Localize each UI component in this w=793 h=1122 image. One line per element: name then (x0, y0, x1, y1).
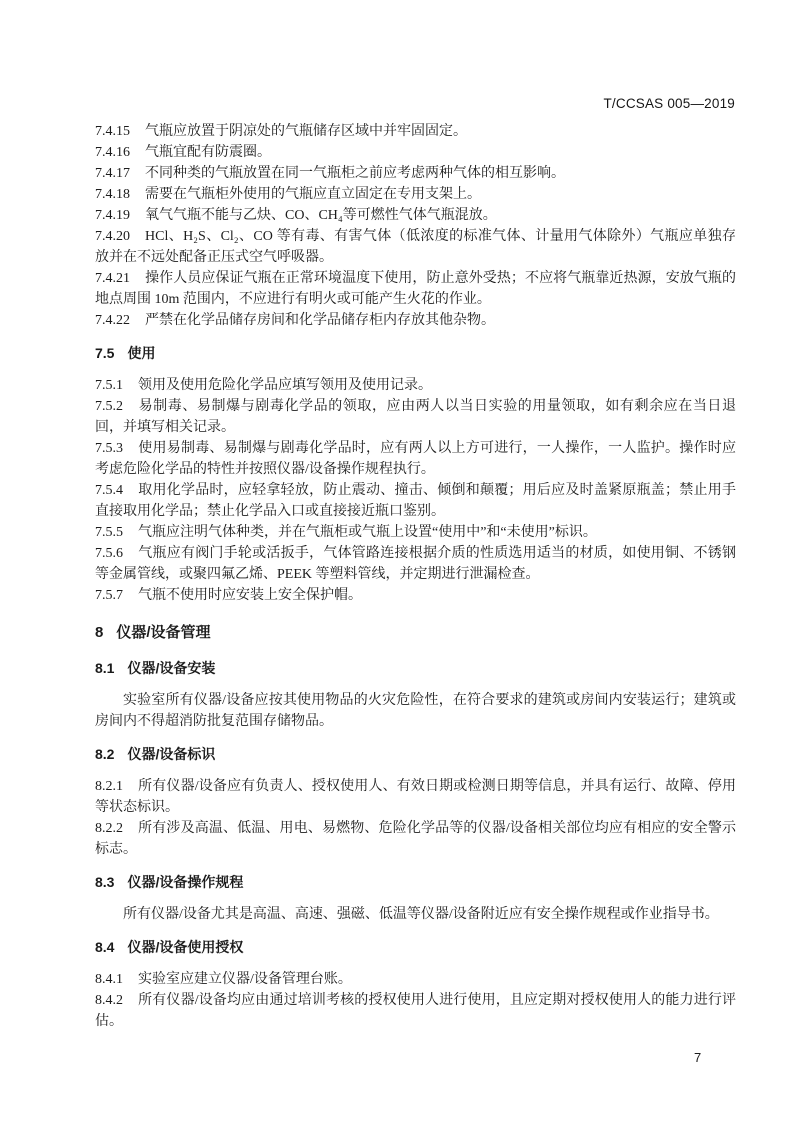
clause-7.5.3 (95, 438, 736, 480)
clause-number: 7.5.2 (95, 399, 123, 414)
clause-8.2.1 (95, 776, 736, 818)
clause-text: 所有仪器/设备均应由通过培训考核的授权使用人进行使用，且应定期对授权使用人的能力进行评估。 (95, 993, 736, 1029)
clause-number: 7.5.6 (95, 546, 123, 561)
clause-7.5.1 (95, 375, 736, 396)
heading-text: 使用 (127, 345, 156, 361)
heading-text: 仪器/设备安装 (127, 660, 216, 676)
clause-8.4.2 (95, 990, 736, 1032)
clause-8.4.1 (95, 969, 736, 990)
heading-8.1 (95, 658, 736, 679)
clause-number: 7.5.1 (95, 378, 123, 393)
paragraph: 实验室所有仪器/设备应按其使用物品的火灾危险性，在符合要求的建筑或房间内安装运行；建筑或房间内不得超消防批复范围存储物品。 (95, 693, 736, 729)
clause-number: 7.4.17 (95, 166, 130, 181)
clause-7.4.16 (95, 142, 736, 163)
clause-text: 氧气气瓶不能与乙炔、CO、CH₄等可燃性气体气瓶混放。 (145, 208, 497, 223)
clause-7.4.18 (95, 184, 736, 205)
heading-8.4 (95, 937, 736, 958)
clause-text: 实验室应建立仪器/设备管理台账。 (138, 972, 352, 987)
clause-number: 8.4.1 (95, 972, 123, 987)
clause-number: 8.2.2 (95, 821, 123, 836)
clause-7.4.19 (95, 205, 736, 226)
heading-8.2 (95, 744, 736, 765)
clause-number: 7.5.3 (95, 441, 123, 456)
clause-7.5.5 (95, 522, 736, 543)
clause-text: 操作人员应保证气瓶在正常环境温度下使用，防止意外受热；不应将气瓶靠近热源，安放气瓶的地点周围 10m 范围内，不应进行有明火或可能产生火花的作业。 (95, 271, 736, 307)
heading-8.3 (95, 872, 736, 893)
clause-text: 所有涉及高温、低温、用电、易燃物、危险化学品等的仪器/设备相关部位均应有相应的安全警示标志。 (95, 821, 736, 857)
clause-7.5.2 (95, 396, 736, 438)
heading-text: 仪器/设备使用授权 (127, 939, 244, 955)
clause-text: 气瓶应放置于阴凉处的气瓶储存区域中并牢固固定。 (145, 124, 467, 139)
page-number: 7 (694, 1050, 702, 1065)
clause-8.2.2 (95, 818, 736, 860)
clause-number: 7.5.5 (95, 525, 123, 540)
clause-7.4.20 (95, 226, 736, 268)
heading-number: 8.1 (95, 660, 115, 676)
heading-number: 7.5 (95, 345, 115, 361)
document-body (95, 121, 736, 1032)
clause-number: 7.4.20 (95, 229, 130, 244)
clause-7.4.17 (95, 163, 736, 184)
clause-text: 气瓶应有阀门手轮或活扳手，气体管路连接根据介质的性质选用适当的材质，如使用铜、不锈钢等金属管线，或聚四氟乙烯、PEEK 等塑料管线，并定期进行泄漏检查。 (95, 546, 736, 582)
clause-text: 气瓶宜配有防震圈。 (145, 145, 271, 160)
heading-text: 仪器/设备标识 (127, 746, 216, 762)
clause-number: 7.4.18 (95, 187, 130, 202)
heading-8 (95, 622, 736, 644)
clause-7.4.22 (95, 310, 736, 331)
clause-text: 易制毒、易制爆与剧毒化学品的领取，应由两人以当日实验的用量领取，如有剩余应在当日退回，并填写相关记录。 (95, 399, 736, 435)
heading-text: 仪器/设备操作规程 (127, 874, 244, 890)
clause-number: 7.5.7 (95, 588, 123, 603)
clause-number: 7.4.21 (95, 271, 130, 286)
clause-7.5.4 (95, 480, 736, 522)
standard-number-header: T/CCSAS 005—2019 (603, 96, 735, 111)
clause-text: 严禁在化学品储存房间和化学品储存柜内存放其他杂物。 (145, 313, 495, 328)
heading-7.5 (95, 343, 736, 364)
clause-text: 需要在气瓶柜外使用的气瓶应直立固定在专用支架上。 (145, 187, 481, 202)
clause-number: 7.4.19 (95, 208, 130, 223)
heading-number: 8.2 (95, 746, 115, 762)
clause-number: 8.4.2 (95, 993, 123, 1008)
clause-text: 取用化学品时，应轻拿轻放，防止震动、撞击、倾倒和颠覆；用后应及时盖紧原瓶盖；禁止用手直接取用化学品；禁止化学品入口或直接接近瓶口鉴别。 (95, 483, 736, 519)
clause-number: 7.5.4 (95, 483, 123, 498)
clause-text: 领用及使用危险化学品应填写领用及使用记录。 (138, 378, 432, 393)
clause-number: 7.4.22 (95, 313, 130, 328)
clause-number: 8.2.1 (95, 779, 123, 794)
heading-number: 8 (95, 624, 104, 641)
clause-number: 7.4.16 (95, 145, 130, 160)
clause-text: 气瓶不使用时应安装上安全保护帽。 (138, 588, 362, 603)
clause-number: 7.4.15 (95, 124, 130, 139)
clause-text: 使用易制毒、易制爆与剧毒化学品时，应有两人以上方可进行，一人操作，一人监护。操作时应考虑危险化学品的特性并按照仪器/设备操作规程执行。 (95, 441, 736, 477)
clause-text: HCl、H₂S、Cl₂、CO 等有毒、有害气体（低浓度的标准气体、计量用气体除外）气瓶应单独存放并在不远处配备正压式空气呼吸器。 (95, 229, 736, 265)
clause-text: 气瓶应注明气体种类，并在气瓶柜或气瓶上设置“使用中”和“未使用”标识。 (138, 525, 597, 540)
clause-7.5.6 (95, 543, 736, 585)
heading-text: 仪器/设备管理 (116, 624, 211, 641)
clause-7.4.15 (95, 121, 736, 142)
heading-number: 8.4 (95, 939, 115, 955)
clause-text: 所有仪器/设备应有负责人、授权使用人、有效日期或检测日期等信息，并具有运行、故障、停用等状态标识。 (95, 779, 736, 815)
paragraph: 所有仪器/设备尤其是高温、高速、强磁、低温等仪器/设备附近应有安全操作规程或作业指导书。 (123, 907, 719, 922)
clause-7.4.21 (95, 268, 736, 310)
clause-text: 不同种类的气瓶放置在同一气瓶柜之前应考虑两种气体的相互影响。 (145, 166, 565, 181)
heading-number: 8.3 (95, 874, 115, 890)
clause-7.5.7 (95, 585, 736, 606)
